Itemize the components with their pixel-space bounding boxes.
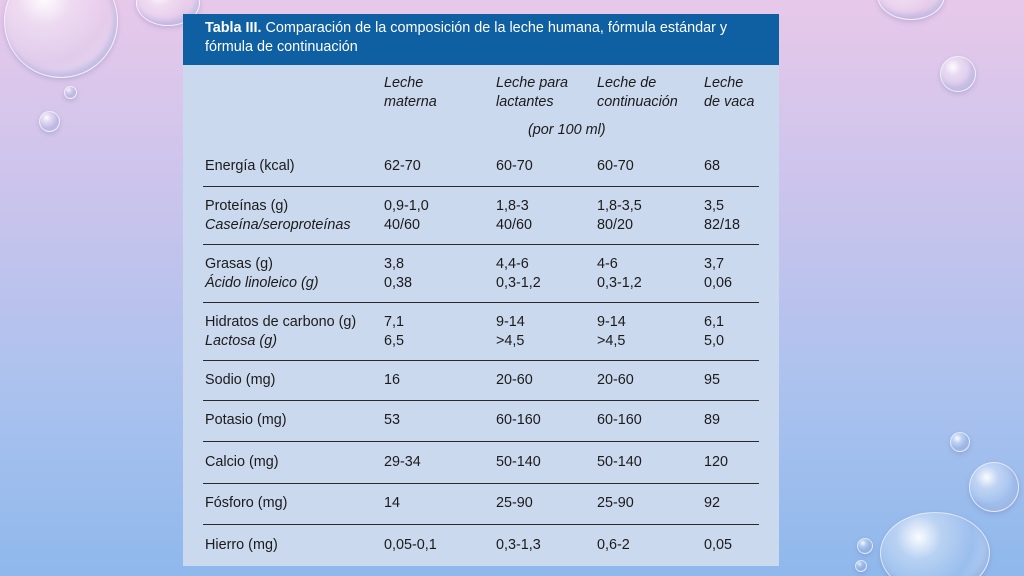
cell-value: 3,7: [704, 256, 725, 272]
cell-value: 20-60: [597, 372, 634, 388]
cell-value: 0,3-1,3: [496, 537, 541, 553]
cell-value: 4-6: [597, 256, 618, 272]
bubble-decoration: [880, 512, 990, 576]
cell-value: 1,8-3,5: [597, 198, 642, 214]
cell-value: 92: [704, 495, 721, 511]
cell-value: 4,4-6: [496, 256, 529, 272]
cell-value: 60-70: [597, 158, 634, 174]
row-label: Proteínas (g): [205, 198, 289, 214]
cell-value: 0,06: [704, 275, 733, 291]
cell-value: 25-90: [597, 495, 634, 511]
cell-value: 40/60: [384, 217, 421, 233]
cell-value: 5,0: [704, 333, 725, 349]
column-header-leche-vaca: Leche de vaca: [704, 75, 755, 110]
unit-label: (por 100 ml): [528, 122, 606, 138]
cell-value: 6,1: [704, 314, 725, 330]
row-sublabel: Caseína/seroproteínas: [205, 217, 351, 233]
cell-value: 20-60: [496, 372, 533, 388]
cell-value: 0,3-1,2: [597, 275, 642, 291]
column-header-leche-materna: Leche materna: [384, 75, 437, 110]
cell-value: 53: [384, 412, 401, 428]
bubble-decoration: [940, 56, 976, 92]
bubble-decoration: [39, 111, 60, 132]
bubble-decoration: [64, 86, 77, 99]
row-divider: [203, 483, 759, 484]
bubble-decoration: [950, 432, 970, 452]
bubble-decoration: [969, 462, 1019, 512]
table-title: [183, 14, 779, 65]
column-headers: [183, 74, 779, 144]
row-label: Potasio (mg): [205, 412, 287, 428]
column-header-leche-lactantes: Leche para lactantes: [496, 75, 569, 110]
row-label: Hierro (mg): [205, 537, 278, 553]
cell-value: 6,5: [384, 333, 405, 349]
row-label: Calcio (mg): [205, 454, 279, 470]
cell-value: 25-90: [496, 495, 533, 511]
cell-value: 0,05: [704, 537, 733, 553]
cell-value: >4,5: [597, 333, 626, 349]
cell-value: 14: [384, 495, 401, 511]
cell-value: 3,5: [704, 198, 725, 214]
cell-value: 62-70: [384, 158, 421, 174]
row-sublabel: Lactosa (g): [205, 333, 277, 349]
bubble-decoration: [877, 0, 945, 20]
cell-value: 0,9-1,0: [384, 198, 429, 214]
row-label: Grasas (g): [205, 256, 273, 272]
row-divider: [203, 400, 759, 401]
cell-value: 60-160: [496, 412, 541, 428]
cell-value: 120: [704, 454, 729, 470]
cell-value: 95: [704, 372, 721, 388]
row-label: Energía (kcal): [205, 158, 295, 174]
table-number: Tabla III.: [205, 20, 262, 36]
row-divider: [203, 244, 759, 245]
row-divider: [203, 441, 759, 442]
bubble-decoration: [4, 0, 118, 78]
row-divider: [203, 302, 759, 303]
row-label: Sodio (mg): [205, 372, 276, 388]
row-divider: [203, 186, 759, 187]
cell-value: 60-70: [496, 158, 533, 174]
cell-value: 60-160: [597, 412, 642, 428]
cell-value: 9-14: [597, 314, 626, 330]
cell-value: 0,05-0,1: [384, 537, 437, 553]
cell-value: 89: [704, 412, 721, 428]
cell-value: 9-14: [496, 314, 525, 330]
cell-value: 16: [384, 372, 401, 388]
cell-value: 68: [704, 158, 721, 174]
bubble-decoration: [855, 560, 867, 572]
row-sublabel: Ácido linoleico (g): [205, 275, 319, 291]
row-label: Hidratos de carbono (g): [205, 314, 357, 330]
cell-value: 29-34: [384, 454, 421, 470]
row-divider: [203, 360, 759, 361]
cell-value: 50-140: [496, 454, 541, 470]
cell-value: 50-140: [597, 454, 642, 470]
comparison-table: [183, 14, 779, 566]
cell-value: 0,6-2: [597, 537, 630, 553]
table-title-line1: Comparación de la composición de la leche humana, fórmula estándar y: [261, 20, 728, 36]
cell-value: 0,38: [384, 275, 413, 291]
cell-value: 3,8: [384, 256, 405, 272]
cell-value: 7,1: [384, 314, 405, 330]
cell-value: 0,3-1,2: [496, 275, 541, 291]
cell-value: 80/20: [597, 217, 634, 233]
cell-value: 40/60: [496, 217, 533, 233]
column-header-leche-continuacion: Leche de continuación: [597, 75, 678, 110]
cell-value: 1,8-3: [496, 198, 529, 214]
bubble-decoration: [857, 538, 873, 554]
cell-value: >4,5: [496, 333, 525, 349]
row-label: Fósforo (mg): [205, 495, 288, 511]
row-divider: [203, 524, 759, 525]
cell-value: 82/18: [704, 217, 741, 233]
table-title-line2: fórmula de continuación: [205, 39, 358, 55]
